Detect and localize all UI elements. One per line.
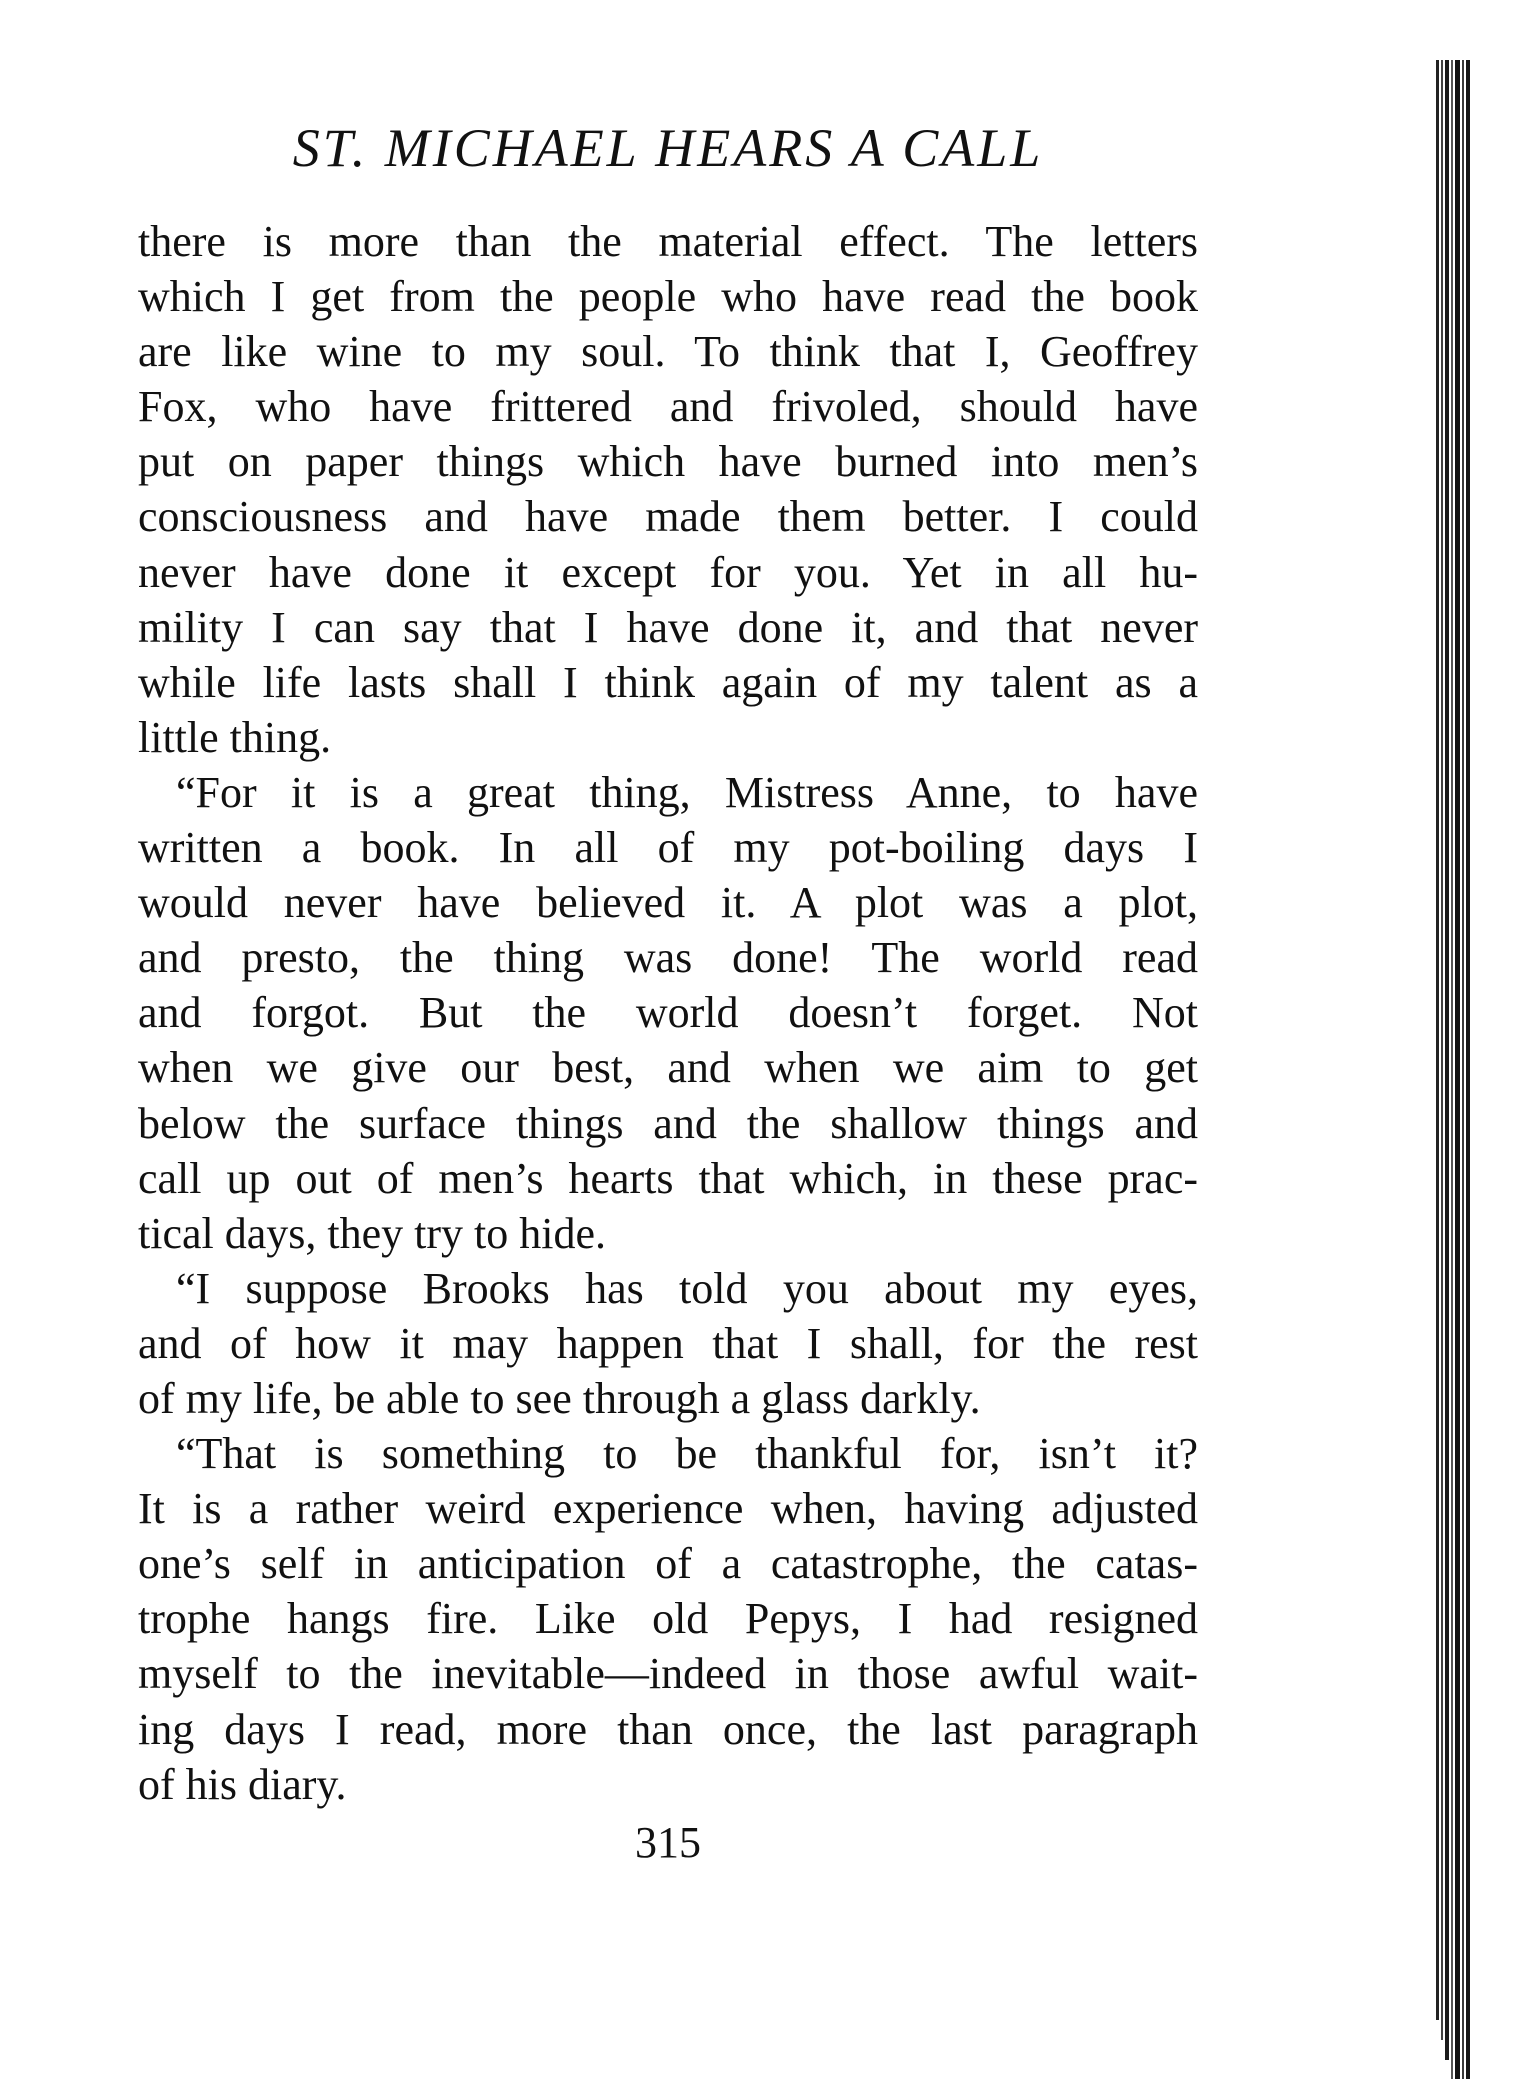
text-line: “For it is a great thing, Mistress Anne, to have xyxy=(176,767,1198,817)
body-text xyxy=(138,214,1198,1812)
text-line: little thing. xyxy=(138,712,332,762)
paragraph-4 xyxy=(138,1426,1198,1812)
text-line: mility I can say that I have done it, and that never xyxy=(138,602,1198,652)
text-line: below the surface things and the shallow things and xyxy=(138,1098,1198,1148)
paragraph-3 xyxy=(138,1261,1198,1426)
text-line: “That is something to be thankful for, isn’t it? xyxy=(176,1429,1198,1479)
text-line: never have done it except for you. Yet in all hu- xyxy=(138,547,1198,597)
text-line: when we give our best, and when we aim to get xyxy=(138,1043,1198,1093)
text-line: of his diary. xyxy=(138,1759,347,1809)
text-line: and forgot. But the world doesn’t forget. Not xyxy=(138,988,1198,1038)
running-title: ST. MICHAEL HEARS A CALL xyxy=(292,118,1044,178)
text-line: and of how it may happen that I shall, for the rest xyxy=(138,1318,1198,1368)
text-line: written a book. In all of my pot-boiling days I xyxy=(138,823,1198,873)
text-line: “I suppose Brooks has told you about my eyes, xyxy=(176,1263,1198,1313)
page-number: 315 xyxy=(635,1818,701,1867)
text-line: put on paper things which have burned into men’s xyxy=(138,437,1198,487)
text-line: myself to the inevitable—indeed in those awful wait- xyxy=(138,1649,1198,1699)
text-line: there is more than the material effect. The letters xyxy=(138,217,1198,266)
paragraph-2 xyxy=(138,765,1198,1261)
text-line: one’s self in anticipation of a catastrophe, the catas- xyxy=(138,1539,1198,1589)
text-line: are like wine to my soul. To think that I, Geoffrey xyxy=(138,327,1198,377)
text-line: and presto, the thing was done! The world read xyxy=(138,933,1198,983)
text-line: call up out of men’s hearts that which, in these prac- xyxy=(138,1153,1198,1203)
text-line: which I get from the people who have read the book xyxy=(138,272,1198,322)
text-line: while life lasts shall I think again of my talent as a xyxy=(138,657,1198,707)
text-line: consciousness and have made them better. I could xyxy=(138,492,1198,542)
text-line: tical days, they try to hide. xyxy=(138,1208,606,1258)
text-line: It is a rather weird experience when, having adjusted xyxy=(138,1484,1198,1534)
text-line: Fox, who have frittered and frivoled, should have xyxy=(138,382,1198,432)
text-line: would never have believed it. A plot was a plot, xyxy=(138,878,1198,928)
text-line: trophe hangs fire. Like old Pepys, I had resigned xyxy=(138,1594,1198,1644)
text-line: ing days I read, more than once, the last paragraph xyxy=(138,1704,1198,1754)
paragraph-1 xyxy=(138,214,1198,765)
text-line: of my life, be able to see through a glass darkly. xyxy=(138,1373,981,1423)
page-edge-shadow xyxy=(1432,60,1472,2079)
